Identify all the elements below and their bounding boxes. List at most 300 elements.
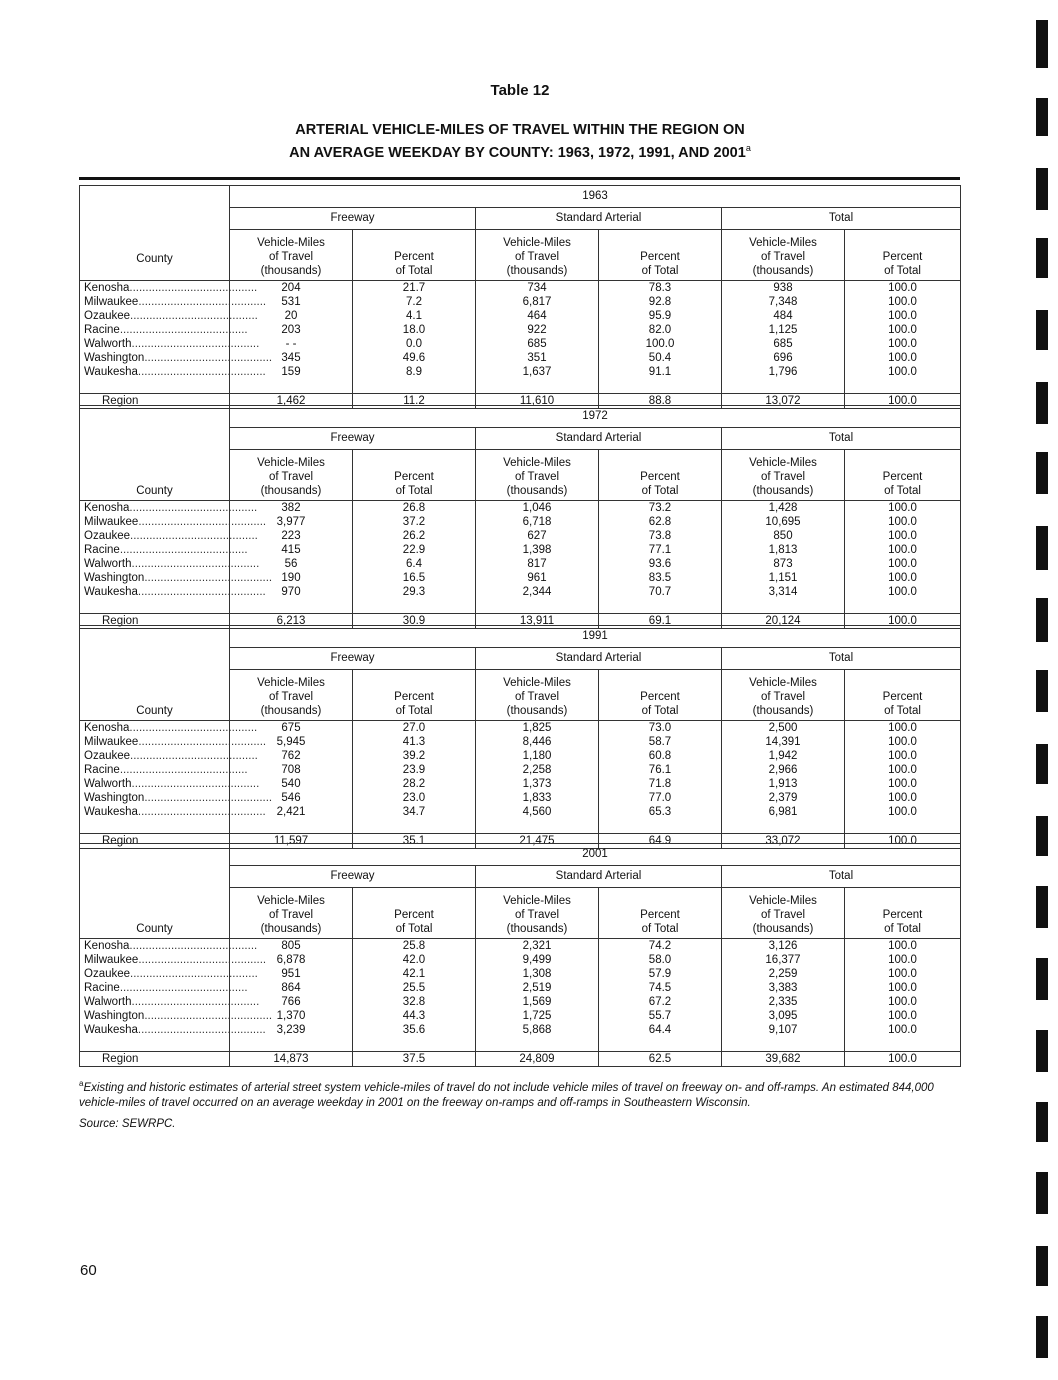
- county-name: Racine: [84, 324, 120, 336]
- value-cell: 3,095: [722, 1009, 845, 1023]
- percent-header: [845, 230, 961, 281]
- region-value-cell: 37.5: [353, 1052, 476, 1067]
- county-name-cell: [80, 721, 258, 736]
- county-name-cell: [80, 281, 258, 296]
- county-name-cell: [80, 749, 258, 763]
- leader-dots: ........................................: [129, 940, 258, 952]
- county-name-cell: [80, 585, 266, 599]
- value-cell: 100.0: [845, 763, 961, 777]
- value-cell: 1,813: [722, 543, 845, 557]
- leader-dots: ........................................: [130, 968, 258, 980]
- region-value-cell: 100.0: [845, 394, 961, 409]
- table-heading: [0, 121, 1040, 162]
- table-row: [80, 365, 961, 379]
- leader-dots: ........................................: [130, 530, 258, 542]
- value-cell: 2,259: [722, 967, 845, 981]
- value-cell: 2,344: [476, 585, 599, 599]
- county-name-cell: [80, 323, 248, 337]
- leader-dots: ........................................: [138, 954, 267, 966]
- region-value-cell: 24,809: [476, 1052, 599, 1067]
- value-cell: 464: [476, 309, 599, 323]
- value-cell: 29.3: [353, 585, 476, 599]
- value-cell: 74.5: [599, 981, 722, 995]
- standard-arterial-header: Standard Arterial: [476, 208, 722, 230]
- value-cell: 5,868: [476, 1023, 599, 1037]
- value-cell: 0.0: [353, 337, 476, 351]
- vehicle-miles-header-line: Vehicle-Miles: [749, 457, 817, 469]
- value-cell: 10,695: [722, 515, 845, 529]
- value-cell: 93.6: [599, 557, 722, 571]
- region-value-cell: 21,475: [476, 834, 599, 849]
- value-cell: 2,500: [722, 721, 845, 736]
- table-row: [80, 295, 961, 309]
- table-row: [80, 995, 961, 1009]
- value-cell: 1,796: [722, 365, 845, 379]
- county-name-cell: [80, 763, 248, 777]
- year-header: 1972: [230, 406, 961, 428]
- percent-header: [353, 888, 476, 939]
- percent-header-line: of Total: [641, 923, 679, 935]
- edge-mark: [1036, 382, 1048, 424]
- percent-header: [845, 670, 961, 721]
- value-cell: 484: [722, 309, 845, 323]
- percent-header-line: Percent: [640, 909, 680, 921]
- value-cell: 100.0: [845, 981, 961, 995]
- table-row: [80, 515, 961, 529]
- vehicle-miles-header-line: Vehicle-Miles: [749, 677, 817, 689]
- leader-dots: ........................................: [131, 558, 260, 570]
- vehicle-miles-header: [722, 888, 845, 939]
- value-cell: 2,421: [230, 805, 353, 819]
- value-cell: 37.2: [353, 515, 476, 529]
- value-cell: 16,377: [722, 953, 845, 967]
- county-name: Waukesha: [84, 1024, 138, 1036]
- vehicle-miles-header-line: (thousands): [752, 923, 814, 935]
- value-cell: 100.0: [845, 571, 961, 585]
- value-cell: - -: [230, 337, 353, 351]
- county-name-cell: [80, 981, 248, 995]
- county-name: Washington: [84, 352, 145, 364]
- year-table-1: [79, 405, 961, 629]
- heading-rule: [79, 177, 960, 180]
- percent-header: [599, 670, 722, 721]
- vehicle-miles-header: [722, 230, 845, 281]
- value-cell: 74.2: [599, 939, 722, 954]
- vehicle-miles-header-line: of Travel: [760, 691, 806, 703]
- vehicle-miles-header-line: of Travel: [268, 691, 314, 703]
- county-name-cell: [80, 995, 260, 1009]
- value-cell: 203: [230, 323, 353, 337]
- year-header: 1963: [230, 186, 961, 208]
- value-cell: 100.0: [845, 749, 961, 763]
- table-row: [80, 749, 961, 763]
- table-row: [80, 571, 961, 585]
- county-name-cell: [80, 939, 258, 954]
- region-label: Region: [80, 394, 230, 409]
- region-value-cell: 11.2: [353, 394, 476, 409]
- value-cell: 100.0: [845, 585, 961, 599]
- percent-header-line: of Total: [884, 485, 921, 497]
- value-cell: 65.3: [599, 805, 722, 819]
- region-value-cell: 6,213: [230, 614, 353, 629]
- leader-dots: ........................................: [138, 736, 267, 748]
- vehicle-miles-header-line: of Travel: [760, 251, 806, 263]
- value-cell: 56: [230, 557, 353, 571]
- region-value-cell: 100.0: [845, 1052, 961, 1067]
- value-cell: 100.0: [845, 1009, 961, 1023]
- table-row: [80, 529, 961, 543]
- source-note: Source: SEWRPC.: [79, 1118, 176, 1130]
- percent-header-line: Percent: [882, 691, 923, 703]
- value-cell: 970: [230, 585, 353, 599]
- freeway-header: Freeway: [230, 208, 476, 230]
- table-row: [80, 1023, 961, 1037]
- vehicle-miles-header-line: (thousands): [752, 485, 814, 497]
- value-cell: 2,379: [722, 791, 845, 805]
- value-cell: 16.5: [353, 571, 476, 585]
- value-cell: 100.0: [845, 1023, 961, 1037]
- value-cell: 77.0: [599, 791, 722, 805]
- value-cell: 351: [476, 351, 599, 365]
- table-row: [80, 543, 961, 557]
- value-cell: 22.9: [353, 543, 476, 557]
- region-value-cell: 14,873: [230, 1052, 353, 1067]
- vehicle-miles-header-line: of Travel: [268, 471, 314, 483]
- vehicle-miles-header-line: (thousands): [506, 705, 568, 717]
- percent-header: [845, 450, 961, 501]
- value-cell: 9,499: [476, 953, 599, 967]
- county-name: Milwaukee: [84, 736, 139, 748]
- percent-header-line: Percent: [394, 909, 434, 921]
- value-cell: 685: [476, 337, 599, 351]
- value-cell: 2,966: [722, 763, 845, 777]
- county-name-cell: [80, 365, 266, 379]
- value-cell: 817: [476, 557, 599, 571]
- percent-header-line: of Total: [641, 705, 679, 717]
- percent-header-line: Percent: [882, 251, 923, 263]
- leader-dots: ........................................: [131, 996, 260, 1008]
- region-value-cell: 11,597: [230, 834, 353, 849]
- vehicle-miles-header-line: of Travel: [760, 909, 806, 921]
- table-row: [80, 281, 961, 296]
- county-name: Kenosha: [84, 940, 130, 952]
- year-table-2: [79, 625, 961, 849]
- table-row: [80, 323, 961, 337]
- value-cell: 382: [230, 501, 353, 516]
- value-cell: 546: [230, 791, 353, 805]
- value-cell: 95.9: [599, 309, 722, 323]
- county-name-cell: [80, 1023, 266, 1037]
- table-row: [80, 501, 961, 516]
- value-cell: 50.4: [599, 351, 722, 365]
- standard-arterial-header: Standard Arterial: [476, 866, 722, 888]
- value-cell: 42.0: [353, 953, 476, 967]
- vehicle-miles-header: [476, 450, 599, 501]
- leader-dots: ........................................: [138, 296, 267, 308]
- county-name-cell: [80, 557, 260, 571]
- leader-dots: ........................................: [144, 792, 273, 804]
- value-cell: 415: [230, 543, 353, 557]
- table-row: [80, 309, 961, 323]
- leader-dots: ........................................: [129, 502, 258, 514]
- vehicle-miles-header-line: Vehicle-Miles: [503, 457, 571, 469]
- percent-header-line: Percent: [394, 691, 434, 703]
- value-cell: 1,180: [476, 749, 599, 763]
- percent-header: [845, 888, 961, 939]
- footnote-marker: a: [79, 1079, 84, 1088]
- edge-mark: [1036, 886, 1048, 928]
- leader-dots: ........................................: [130, 310, 258, 322]
- region-value-cell: 88.8: [599, 394, 722, 409]
- value-cell: 100.0: [845, 323, 961, 337]
- value-cell: 100.0: [845, 967, 961, 981]
- value-cell: 1,398: [476, 543, 599, 557]
- vehicle-miles-header: [476, 670, 599, 721]
- value-cell: 685: [722, 337, 845, 351]
- percent-header-line: of Total: [884, 705, 921, 717]
- vehicle-miles-header-line: (thousands): [506, 923, 568, 935]
- page-number: 60: [80, 1262, 97, 1279]
- table-row: [80, 805, 961, 819]
- value-cell: 71.8: [599, 777, 722, 791]
- county-name-cell: [80, 515, 267, 529]
- value-cell: 57.9: [599, 967, 722, 981]
- value-cell: 82.0: [599, 323, 722, 337]
- region-value-cell: 33,072: [722, 834, 845, 849]
- percent-header-line: Percent: [882, 471, 923, 483]
- edge-mark: [1036, 526, 1048, 570]
- vehicle-miles-header-line: (thousands): [506, 265, 568, 277]
- value-cell: 73.2: [599, 501, 722, 516]
- vehicle-miles-header-line: (thousands): [260, 265, 322, 277]
- percent-header: [599, 888, 722, 939]
- value-cell: 1,825: [476, 721, 599, 736]
- footnote-text: Existing and historic estimates of arterial street system vehicle-miles of travel do not include vehicle miles of travel on freeway on- and off-ramps. An estimated 844,000 vehicle-miles of travel occurred on an average weekday in 2001 on the freeway on-ramps and off-ramps in Southeastern Wisconsin.: [79, 1081, 934, 1109]
- value-cell: 1,428: [722, 501, 845, 516]
- county-name-cell: [80, 1009, 273, 1023]
- value-cell: 6,878: [230, 953, 353, 967]
- value-cell: 2,519: [476, 981, 599, 995]
- county-name: Kenosha: [84, 722, 130, 734]
- county-name-cell: [80, 953, 267, 967]
- percent-header-line: of Total: [884, 923, 921, 935]
- county-name: Milwaukee: [84, 296, 139, 308]
- value-cell: 55.7: [599, 1009, 722, 1023]
- value-cell: 6,981: [722, 805, 845, 819]
- value-cell: 49.6: [353, 351, 476, 365]
- standard-arterial-header: Standard Arterial: [476, 648, 722, 670]
- percent-header-line: Percent: [640, 471, 680, 483]
- total-header: Total: [722, 428, 961, 450]
- vehicle-miles-header-line: (thousands): [260, 705, 322, 717]
- edge-mark: [1036, 744, 1048, 784]
- edge-mark: [1036, 1246, 1048, 1286]
- vehicle-miles-header-line: Vehicle-Miles: [749, 895, 817, 907]
- value-cell: 23.0: [353, 791, 476, 805]
- value-cell: 1,725: [476, 1009, 599, 1023]
- value-cell: 531: [230, 295, 353, 309]
- value-cell: 25.8: [353, 939, 476, 954]
- table-row: [80, 585, 961, 599]
- title-line-1: ARTERIAL VEHICLE-MILES OF TRAVEL WITHIN THE REGION ON: [295, 122, 745, 138]
- value-cell: 4.1: [353, 309, 476, 323]
- percent-header: [353, 670, 476, 721]
- table-row: [80, 351, 961, 365]
- county-name: Waukesha: [84, 366, 138, 378]
- county-name-cell: [80, 529, 258, 543]
- value-cell: 3,383: [722, 981, 845, 995]
- value-cell: 25.5: [353, 981, 476, 995]
- value-cell: 627: [476, 529, 599, 543]
- leader-dots: ........................................: [119, 324, 248, 336]
- value-cell: 762: [230, 749, 353, 763]
- leader-dots: ........................................: [144, 572, 273, 584]
- county-name: Ozaukee: [84, 310, 131, 322]
- value-cell: 100.0: [599, 337, 722, 351]
- edge-mark: [1036, 20, 1048, 68]
- footnote: [79, 1076, 969, 1111]
- vehicle-miles-header-line: Vehicle-Miles: [749, 237, 817, 249]
- value-cell: 100.0: [845, 557, 961, 571]
- county-name: Walworth: [84, 778, 132, 790]
- value-cell: 2,335: [722, 995, 845, 1009]
- vehicle-miles-header: [476, 888, 599, 939]
- value-cell: 7,348: [722, 295, 845, 309]
- total-header: Total: [722, 208, 961, 230]
- county-name-cell: [80, 805, 266, 819]
- value-cell: 21.7: [353, 281, 476, 296]
- value-cell: 20: [230, 309, 353, 323]
- value-cell: 28.2: [353, 777, 476, 791]
- value-cell: 100.0: [845, 281, 961, 296]
- value-cell: 190: [230, 571, 353, 585]
- percent-header-line: of Total: [395, 485, 433, 497]
- value-cell: 223: [230, 529, 353, 543]
- region-label: Region: [80, 614, 230, 629]
- table-row: [80, 981, 961, 995]
- value-cell: 100.0: [845, 995, 961, 1009]
- freeway-header: Freeway: [230, 866, 476, 888]
- county-name: Ozaukee: [84, 750, 131, 762]
- county-name: Kenosha: [84, 282, 130, 294]
- value-cell: 67.2: [599, 995, 722, 1009]
- value-cell: 922: [476, 323, 599, 337]
- value-cell: 345: [230, 351, 353, 365]
- vehicle-miles-header-line: Vehicle-Miles: [257, 677, 325, 689]
- table-row: [80, 777, 961, 791]
- value-cell: 3,239: [230, 1023, 353, 1037]
- vehicle-miles-header-line: of Travel: [514, 471, 560, 483]
- vehicle-miles-header: [230, 230, 353, 281]
- percent-header: [599, 450, 722, 501]
- region-value-cell: 64.9: [599, 834, 722, 849]
- value-cell: 2,258: [476, 763, 599, 777]
- region-value-cell: 100.0: [845, 614, 961, 629]
- value-cell: 850: [722, 529, 845, 543]
- value-cell: 675: [230, 721, 353, 736]
- vehicle-miles-header-line: of Travel: [268, 909, 314, 921]
- value-cell: 39.2: [353, 749, 476, 763]
- vehicle-miles-header-line: (thousands): [260, 485, 322, 497]
- title-footnote-marker: a: [745, 143, 751, 153]
- edge-mark: [1036, 168, 1048, 210]
- value-cell: 32.8: [353, 995, 476, 1009]
- value-cell: 9,107: [722, 1023, 845, 1037]
- region-total-row: [80, 1052, 961, 1067]
- edge-mark: [1036, 98, 1048, 136]
- percent-header-line: of Total: [641, 485, 679, 497]
- value-cell: 1,942: [722, 749, 845, 763]
- county-name: Washington: [84, 1010, 145, 1022]
- table-label: Table 12: [490, 82, 550, 99]
- county-name: Washington: [84, 792, 145, 804]
- value-cell: 159: [230, 365, 353, 379]
- percent-header-line: Percent: [882, 909, 923, 921]
- county-header: County: [80, 186, 230, 281]
- value-cell: 100.0: [845, 365, 961, 379]
- value-cell: 1,913: [722, 777, 845, 791]
- table-row: [80, 791, 961, 805]
- county-name: Ozaukee: [84, 968, 131, 980]
- edge-mark: [1036, 816, 1048, 856]
- county-name: Milwaukee: [84, 954, 139, 966]
- region-label: Region: [80, 1052, 230, 1067]
- table-row: [80, 763, 961, 777]
- edge-mark: [1036, 1030, 1048, 1072]
- county-name-cell: [80, 791, 273, 805]
- county-header: County: [80, 844, 230, 939]
- edge-mark: [1036, 310, 1048, 350]
- county-name: Racine: [84, 764, 120, 776]
- value-cell: 1,370: [230, 1009, 353, 1023]
- table-row: [80, 337, 961, 351]
- leader-dots: ........................................: [119, 764, 248, 776]
- vehicle-miles-header: [230, 888, 353, 939]
- leader-dots: ........................................: [131, 778, 260, 790]
- value-cell: 73.0: [599, 721, 722, 736]
- leader-dots: ........................................: [137, 806, 266, 818]
- county-name-cell: [80, 543, 248, 557]
- county-name: Walworth: [84, 996, 132, 1008]
- value-cell: 6,718: [476, 515, 599, 529]
- county-name: Racine: [84, 544, 120, 556]
- vehicle-miles-header-line: (thousands): [752, 265, 814, 277]
- value-cell: 100.0: [845, 337, 961, 351]
- value-cell: 540: [230, 777, 353, 791]
- year-table-0: [79, 185, 961, 409]
- county-name-cell: [80, 777, 260, 791]
- county-name-cell: [80, 295, 267, 309]
- county-name-cell: [80, 967, 258, 981]
- edge-mark: [1036, 1102, 1048, 1142]
- leader-dots: ........................................: [131, 338, 260, 350]
- vehicle-miles-header: [722, 670, 845, 721]
- vehicle-miles-header-line: of Travel: [514, 691, 560, 703]
- value-cell: 3,977: [230, 515, 353, 529]
- value-cell: 44.3: [353, 1009, 476, 1023]
- edge-mark: [1036, 1172, 1048, 1214]
- region-value-cell: 11,610: [476, 394, 599, 409]
- vehicle-miles-header-line: Vehicle-Miles: [503, 895, 571, 907]
- edge-mark: [1036, 452, 1048, 494]
- value-cell: 4,560: [476, 805, 599, 819]
- value-cell: 1,373: [476, 777, 599, 791]
- value-cell: 76.1: [599, 763, 722, 777]
- leader-dots: ........................................: [119, 544, 248, 556]
- value-cell: 6,817: [476, 295, 599, 309]
- vehicle-miles-header-line: Vehicle-Miles: [257, 895, 325, 907]
- value-cell: 100.0: [845, 351, 961, 365]
